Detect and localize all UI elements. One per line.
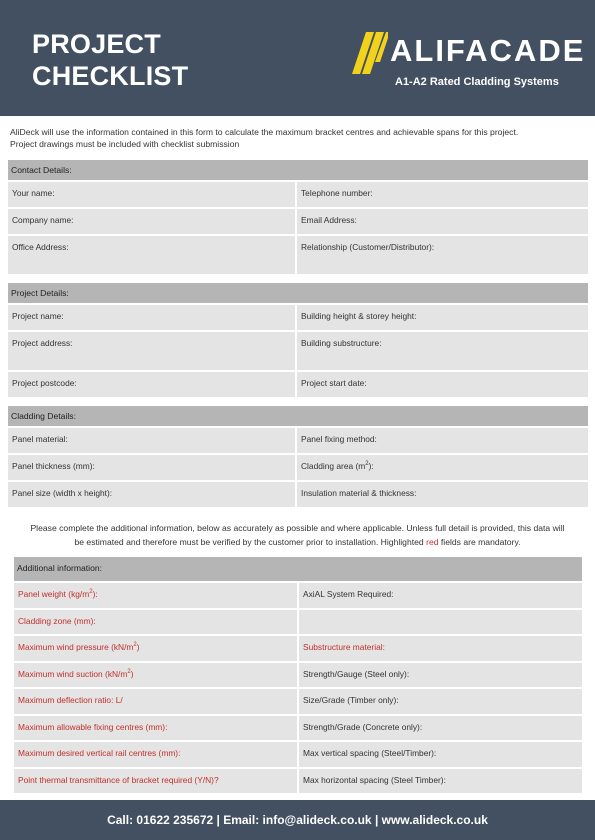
wind-pressure-superscript: 2 bbox=[133, 642, 137, 649]
building-height-field[interactable]: Building height & storey height: bbox=[295, 303, 588, 330]
panel-weight-field[interactable] bbox=[14, 581, 297, 608]
axial-system-field[interactable]: AxiAL System Required: bbox=[297, 581, 582, 608]
title-line-2: CHECKLIST bbox=[32, 61, 189, 91]
note-text-2: be estimated and therefore must be verified by the customer prior to installation. Highlighted bbox=[74, 537, 424, 547]
footer-contact-bar: Call: 01622 235672 | Email: info@alideck.co.uk | www.alideck.co.uk bbox=[0, 800, 595, 840]
note-line-1: Please complete the additional information, below as accurately as possible and where applicable. Unless full detail is provided, this data will bbox=[30, 523, 565, 533]
wind-pressure-label: Maximum wind pressure (kN/m bbox=[18, 642, 134, 652]
project-postcode-field[interactable]: Project postcode: bbox=[8, 370, 295, 397]
wind-pressure-label-end: ) bbox=[136, 642, 140, 652]
cladding-area-field[interactable] bbox=[295, 453, 588, 480]
project-address-field[interactable]: Project address: bbox=[8, 330, 295, 370]
deflection-ratio-field[interactable]: Maximum deflection ratio: L/ bbox=[14, 687, 297, 714]
building-substructure-field[interactable]: Building substructure: bbox=[295, 330, 588, 370]
logo-tagline: A1-A2 Rated Cladding Systems bbox=[395, 76, 559, 88]
cladding-area-superscript: 2 bbox=[365, 461, 369, 468]
project-start-date-field[interactable]: Project start date: bbox=[295, 370, 588, 397]
telephone-field[interactable]: Telephone number: bbox=[295, 180, 588, 207]
your-name-field[interactable]: Your name: bbox=[8, 180, 295, 207]
office-address-field[interactable]: Office Address: bbox=[8, 234, 295, 274]
intro-line-1: AliDeck will use the information contained in this form to calculate the maximum bracket centres and achievable spans for this project. bbox=[10, 127, 519, 137]
substructure-material-field[interactable]: Substructure material: bbox=[297, 634, 582, 661]
header-banner bbox=[0, 0, 595, 116]
additional-information-section bbox=[14, 557, 582, 793]
note-line-2 bbox=[10, 535, 585, 549]
page-title bbox=[32, 28, 188, 92]
contact-details-heading: Contact Details: bbox=[8, 160, 588, 180]
cladding-details-heading: Cladding Details: bbox=[8, 406, 588, 426]
project-details-heading: Project Details: bbox=[8, 283, 588, 303]
title-line-1: PROJECT bbox=[32, 29, 161, 59]
note-red-word: red bbox=[426, 537, 439, 547]
instructions-note bbox=[10, 521, 585, 549]
logo-wordmark: ALIFACADE bbox=[390, 33, 586, 68]
project-name-field[interactable]: Project name: bbox=[8, 303, 295, 330]
wind-suction-field[interactable] bbox=[14, 661, 297, 688]
cladding-area-label-end: ): bbox=[368, 461, 374, 471]
panel-size-field[interactable]: Panel size (width x height): bbox=[8, 480, 295, 507]
cladding-zone-field[interactable]: Cladding zone (mm): bbox=[14, 608, 297, 635]
panel-weight-label-end: ): bbox=[92, 589, 98, 599]
panel-weight-superscript: 2 bbox=[89, 589, 93, 596]
relationship-field[interactable]: Relationship (Customer/Distributor): bbox=[295, 234, 588, 274]
cladding-details-section bbox=[8, 406, 588, 507]
intro-text bbox=[10, 126, 588, 150]
project-details-section bbox=[8, 283, 588, 397]
steel-gauge-field[interactable]: Strength/Gauge (Steel only): bbox=[297, 661, 582, 688]
timber-grade-field[interactable]: Size/Grade (Timber only): bbox=[297, 687, 582, 714]
additional-information-heading: Additional information: bbox=[14, 557, 582, 581]
fixing-centres-field[interactable]: Maximum allowable fixing centres (mm): bbox=[14, 714, 297, 741]
concrete-grade-field[interactable]: Strength/Grade (Concrete only): bbox=[297, 714, 582, 741]
panel-material-field[interactable]: Panel material: bbox=[8, 426, 295, 453]
cladding-area-label: Cladding area (m bbox=[301, 461, 366, 471]
panel-weight-label: Panel weight (kg/m bbox=[18, 589, 90, 599]
contact-details-section bbox=[8, 160, 588, 274]
rail-centres-field[interactable]: Maximum desired vertical rail centres (mm): bbox=[14, 740, 297, 767]
alifacade-logo bbox=[352, 30, 586, 92]
empty-cell bbox=[297, 608, 582, 635]
wind-suction-label-end: ) bbox=[130, 668, 134, 679]
horizontal-spacing-field[interactable]: Max horizontal spacing (Steel Timber): bbox=[297, 767, 582, 794]
intro-line-2: Project drawings must be included with checklist submission bbox=[10, 139, 240, 149]
vertical-spacing-field[interactable]: Max vertical spacing (Steel/Timber): bbox=[297, 740, 582, 767]
wind-suction-label: Maximum wind suction (kN/m bbox=[18, 668, 128, 679]
thermal-transmittance-field[interactable]: Point thermal transmittance of bracket required (Y/N)? bbox=[14, 767, 297, 794]
panel-thickness-field[interactable]: Panel thickness (mm): bbox=[8, 453, 295, 480]
company-name-field[interactable]: Company name: bbox=[8, 207, 295, 234]
logo-stripes-icon bbox=[352, 32, 388, 74]
email-field[interactable]: Email Address: bbox=[295, 207, 588, 234]
wind-pressure-field[interactable] bbox=[14, 634, 297, 661]
panel-fixing-method-field[interactable]: Panel fixing method: bbox=[295, 426, 588, 453]
insulation-field[interactable]: Insulation material & thickness: bbox=[295, 480, 588, 507]
wind-suction-superscript: 2 bbox=[127, 668, 131, 675]
note-text-3: fields are mandatory. bbox=[440, 537, 521, 547]
